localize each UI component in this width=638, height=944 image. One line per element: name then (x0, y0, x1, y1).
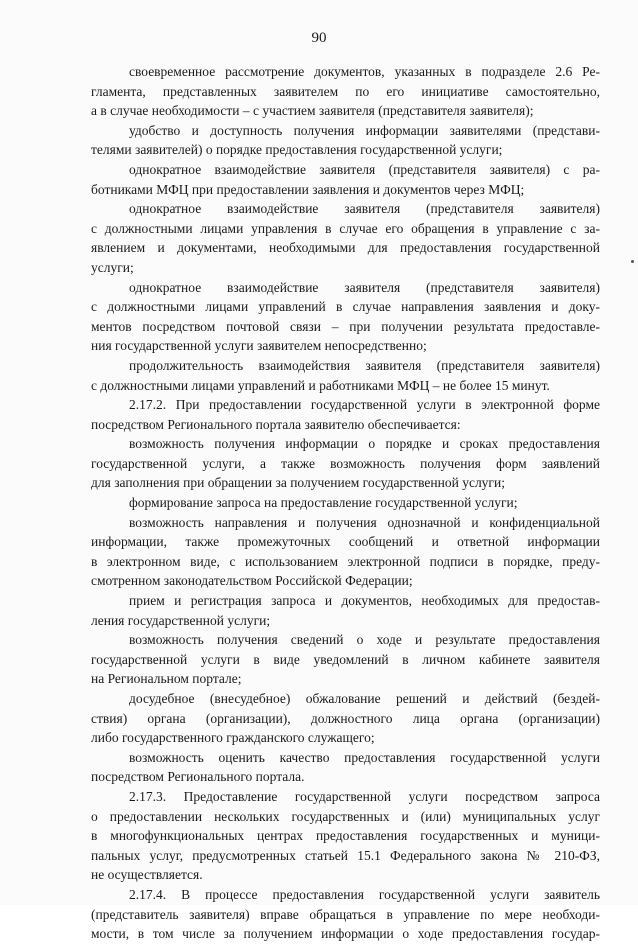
text-line: ления государственной услуги; (91, 612, 271, 628)
text-line: ствия) органа (организации), должностного лица органа (организации) (91, 710, 600, 726)
text-line: гламента, представленных заявителем по его инициативе самостоятельно, (91, 83, 600, 99)
text-line: возможность оценить качество предоставления государственной услуги (129, 749, 600, 765)
document-text (91, 62, 600, 944)
text-line: с должностными лицами управлений в случае направления заявления и доку- (91, 299, 600, 315)
text-line: государственной услуги, а также возможность получения форм заявлений (91, 455, 600, 471)
text-line: ния государственной услуги заявителем непосредственно; (91, 338, 427, 354)
text-line: пальных услуг, предусмотренных статьей 15.1 Федерального закона № 210-ФЗ, (91, 847, 600, 863)
text-line: для заполнения при обращении за получением государственной услуги; (91, 475, 505, 491)
text-line: явлением и документами, необходимыми для предоставления государственной (91, 240, 600, 256)
text-line: государственной услуги в виде уведомлений в личном кабинете заявителя (91, 651, 600, 667)
text-line: о предоставлении нескольких государственных и (или) муниципальных услуг (91, 808, 600, 824)
text-line: однократное взаимодействие заявителя (представителя заявителя) (129, 279, 600, 295)
page-number: 90 (311, 30, 327, 46)
text-line: (представитель заявителя) вправе обращаться в управление по мере необходи- (91, 906, 600, 922)
text-line: услуги; (91, 259, 134, 275)
text-line: либо государственного гражданского служащего; (91, 730, 375, 746)
text-line: 2.17.2. При предоставлении государственной услуги в электронной форме (129, 397, 600, 413)
scan-speck (631, 260, 634, 263)
text-line: в многофункциональных центрах предоставления государственных и муници- (91, 828, 600, 844)
text-line: в электронном виде, с использованием электронной подписи в порядке, преду- (91, 553, 600, 569)
text-line: телями заявителей) о порядке предоставления государственной услуги; (91, 142, 503, 158)
text-line: на Региональном портале; (91, 671, 242, 687)
text-line: возможность получения информации о порядке и сроках предоставления (129, 436, 600, 452)
text-line: 2.17.4. В процессе предоставления государственной услуги заявитель (129, 886, 600, 902)
text-line: возможность направления и получения однозначной и конфиденциальной (129, 514, 600, 530)
text-line: прием и регистрация запроса и документов, необходимых для предостав- (129, 593, 600, 609)
text-line: 2.17.3. Предоставление государственной услуги посредством запроса (129, 788, 600, 804)
text-line: досудебное (внесудебное) обжалование решений и действий (бездей- (129, 691, 600, 706)
text-line: информации, также промежуточных сообщений и ответной информации (91, 534, 600, 550)
text-line: ментов посредством почтовой связи – при получении результата предоставле- (91, 318, 600, 334)
text-line: мости, в том числе за получением информации о ходе предоставления государ- (91, 926, 600, 942)
text-line: а в случае необходимости – с участием заявителя (представителя заявителя); (91, 103, 534, 119)
text-line: формирование запроса на предоставление государственной услуги; (129, 495, 518, 511)
text-line: однократное взаимодействие заявителя (представителя заявителя) с ра- (129, 161, 600, 177)
text-line: возможность получения сведений о ходе и результате предоставления (129, 632, 600, 648)
text-line: продолжительность взаимодействия заявителя (представителя заявителя) (129, 357, 600, 373)
text-line: не осуществляется. (91, 867, 203, 883)
text-line: смотренном законодательством Российской Федерации; (91, 573, 413, 589)
text-line: однократное взаимодействие заявителя (представителя заявителя) (129, 201, 600, 217)
text-line: своевременное рассмотрение документов, указанных в подразделе 2.6 Ре- (129, 64, 600, 79)
text-line: посредством Регионального портала заявителю обеспечивается: (91, 416, 461, 432)
text-line: удобство и доступность получения информации заявителями (представи- (129, 122, 600, 138)
text-line: ботниками МФЦ при предоставлении заявления и документов через МФЦ; (91, 181, 525, 197)
text-line: с должностными лицами управления в случае его обращения в управление с за- (91, 220, 600, 236)
text-line: посредством Регионального портала. (91, 769, 305, 785)
text-line: с должностными лицами управлений и работниками МФЦ – не более 15 минут. (91, 377, 550, 393)
